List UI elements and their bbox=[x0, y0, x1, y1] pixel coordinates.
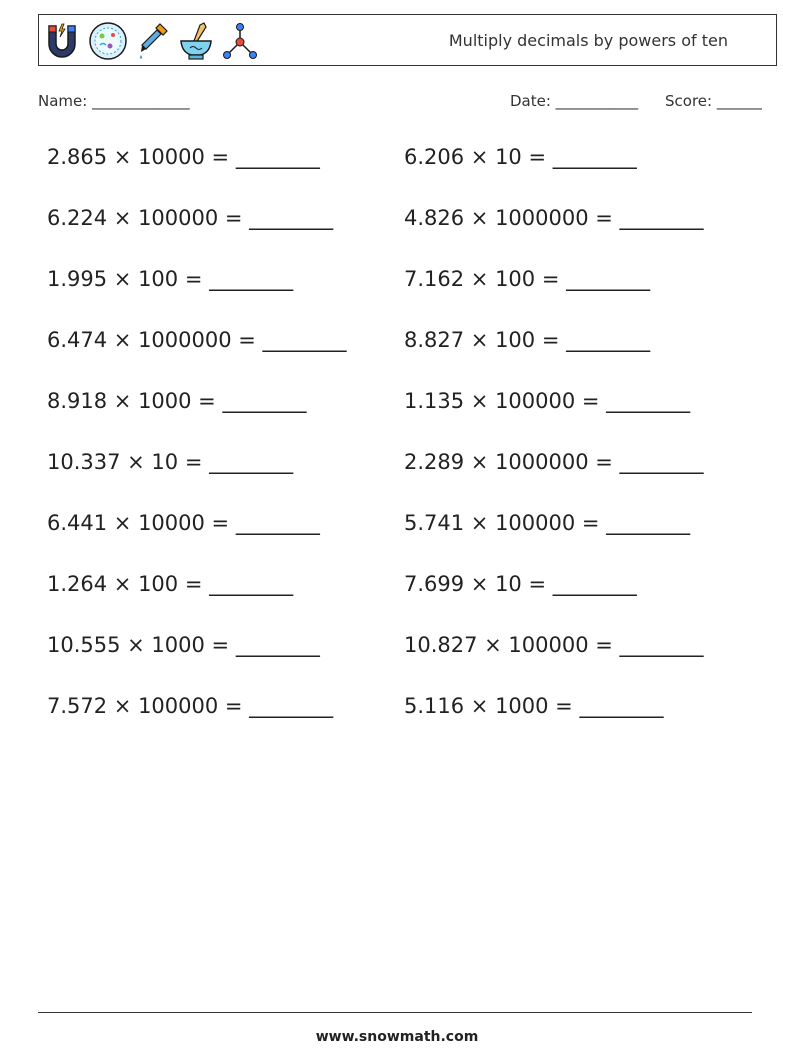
problem: 5.741 × 100000 = ________ bbox=[404, 511, 691, 535]
footer-divider bbox=[38, 1012, 752, 1013]
problem: 8.827 × 100 = ________ bbox=[404, 328, 651, 352]
problem: 10.827 × 100000 = ________ bbox=[404, 633, 704, 657]
petri-dish-icon bbox=[88, 21, 128, 61]
worksheet-header bbox=[38, 14, 777, 66]
worksheet-title: Multiply decimals by powers of ten bbox=[448, 31, 728, 50]
problem: 7.699 × 10 = ________ bbox=[404, 572, 637, 596]
header-icons bbox=[44, 20, 266, 62]
problem-grid bbox=[47, 145, 767, 755]
problem-row bbox=[47, 694, 767, 755]
molecule-icon bbox=[222, 22, 258, 60]
problem-row bbox=[47, 572, 767, 633]
date-field: Date: ___________ bbox=[510, 92, 639, 110]
problem: 6.441 × 10000 = ________ bbox=[47, 511, 320, 535]
footer-url: www.snowmath.com bbox=[315, 1029, 479, 1045]
problem: 6.224 × 100000 = ________ bbox=[47, 206, 334, 230]
problem: 6.206 × 10 = ________ bbox=[404, 145, 637, 169]
problem: 4.826 × 1000000 = ________ bbox=[404, 206, 704, 230]
dropper-icon bbox=[136, 21, 170, 61]
problem: 2.865 × 10000 = ________ bbox=[47, 145, 320, 169]
problem: 10.337 × 10 = ________ bbox=[47, 450, 294, 474]
score-field: Score: ______ bbox=[665, 92, 762, 110]
problem: 6.474 × 1000000 = ________ bbox=[47, 328, 347, 352]
problem: 7.162 × 100 = ________ bbox=[404, 267, 651, 291]
problem: 1.995 × 100 = ________ bbox=[47, 267, 294, 291]
mortar-pestle-icon bbox=[178, 21, 214, 61]
name-field: Name: _____________ bbox=[38, 92, 190, 110]
problem: 10.555 × 1000 = ________ bbox=[47, 633, 320, 657]
problem-row bbox=[47, 145, 767, 206]
problem: 1.264 × 100 = ________ bbox=[47, 572, 294, 596]
problem-row bbox=[47, 450, 767, 511]
problem-row bbox=[47, 633, 767, 694]
problem: 8.918 × 1000 = ________ bbox=[47, 389, 307, 413]
problem: 1.135 × 100000 = ________ bbox=[404, 389, 691, 413]
problem-row bbox=[47, 267, 767, 328]
magnet-icon bbox=[44, 22, 80, 60]
problem: 5.116 × 1000 = ________ bbox=[404, 694, 664, 718]
problem-row bbox=[47, 328, 767, 389]
problem: 7.572 × 100000 = ________ bbox=[47, 694, 334, 718]
problem-row bbox=[47, 206, 767, 267]
problem-row bbox=[47, 389, 767, 450]
problem-row bbox=[47, 511, 767, 572]
problem: 2.289 × 1000000 = ________ bbox=[404, 450, 704, 474]
